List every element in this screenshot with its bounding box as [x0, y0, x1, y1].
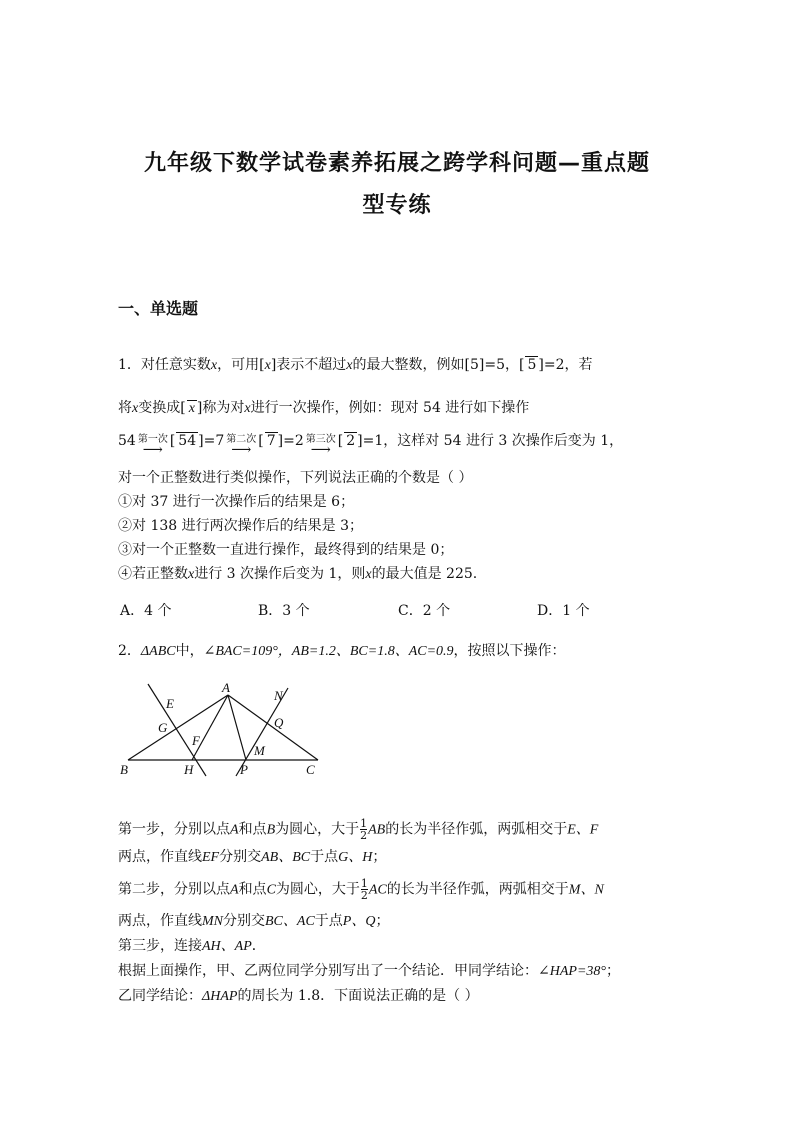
q2-step-1-line-1: 第一步，分别以点A和点B为圆心，大于 $\frac{1}{2}$ AB的长为半径作弧，两弧相交于E、F	[118, 817, 599, 842]
segment-ap	[228, 695, 246, 760]
segment-ab	[128, 695, 228, 760]
q1-option-d: D．1 个	[537, 603, 590, 619]
segment-ac	[228, 695, 318, 760]
label-e: E	[166, 696, 174, 711]
page-title-line-2: 型专练	[362, 193, 432, 218]
line-ef	[148, 684, 206, 776]
page-title-line-1: 九年级下数学试卷素养拓展之跨学科问题—重点题	[143, 151, 650, 176]
fraction-one-half-2: $\frac{1}{2}$	[360, 877, 368, 902]
label-h: H	[184, 762, 194, 777]
q1-statement-1: ①对 37 进行一次操作后的结果是 6；	[118, 494, 355, 510]
fraction-one-half: $\frac{1}{2}$	[360, 817, 368, 842]
q1-statement-4: ④若正整数x进行 3 次操作后变为 1，则x的最大值是 225.	[118, 566, 478, 582]
label-b: B	[120, 762, 128, 777]
q1-line-2: 将x变换成[ x ]称为对x进行一次操作，例如：现对 54 进行如下操作	[118, 400, 530, 416]
label-p: P	[240, 762, 248, 777]
q1-operation-chain: 54 第一次 ⟶ [ 54 ]=7 第二次 ⟶ [ 7 ]=2 第三次 ⟶ [ 2 ]=1，这样对 54 进行 3 次操作后变为 1，	[118, 430, 623, 455]
label-c: C	[306, 762, 315, 777]
segment-ah	[192, 695, 228, 760]
q1-line-4: 对一个正整数进行类似操作，下列说法正确的个数是（ ）	[118, 470, 473, 486]
q2-step-2-line-2: 两点，作直线MN分别交BC、AC于点P、Q；	[118, 913, 390, 929]
label-m: M	[254, 743, 265, 758]
label-g: G	[158, 720, 168, 735]
q1-line-1: 1．对任意实数x，可用[x]表示不超过x的最大整数，例如[5]=5，[ 5 ]=2，若	[118, 357, 593, 373]
q2-step-3: 第三步，连接AH、AP．	[118, 938, 266, 954]
q1-statement-3: ③对一个正整数一直进行操作，最终得到的结果是 0；	[118, 542, 454, 558]
q2-conclusion-1: 根据上面操作，甲、乙两位同学分别写出了一个结论．甲同学结论：∠HAP=38°；	[118, 963, 620, 979]
q2-step-2-line-1: 第二步，分别以点A和点C为圆心，大于 $\frac{1}{2}$ AC的长为半径作弧，两弧相交于M、N	[118, 877, 604, 902]
q1-option-b: B．3 个	[258, 603, 310, 619]
label-q: Q	[274, 715, 284, 730]
triangle-construction-figure	[118, 680, 328, 780]
q2-stem: 2．ΔABC中，∠BAC=109°，AB=1.2、BC=1.8、AC=0.9，按照以下操作：	[118, 643, 566, 659]
q1-statement-2: ②对 138 进行两次操作后的结果是 3；	[118, 518, 363, 534]
label-n: N	[274, 688, 283, 703]
label-a: A	[222, 680, 230, 695]
label-f: F	[192, 733, 200, 748]
q2-step-1-line-2: 两点，作直线EF分别交AB、BC于点G、H；	[118, 849, 387, 865]
q2-conclusion-2: 乙同学结论：ΔHAP的周长为 1.8．下面说法正确的是（ ）	[118, 988, 479, 1004]
section-heading: 一、单选题	[118, 299, 199, 318]
q1-option-a: A．4 个	[120, 603, 172, 619]
q1-option-c: C．2 个	[398, 603, 451, 619]
